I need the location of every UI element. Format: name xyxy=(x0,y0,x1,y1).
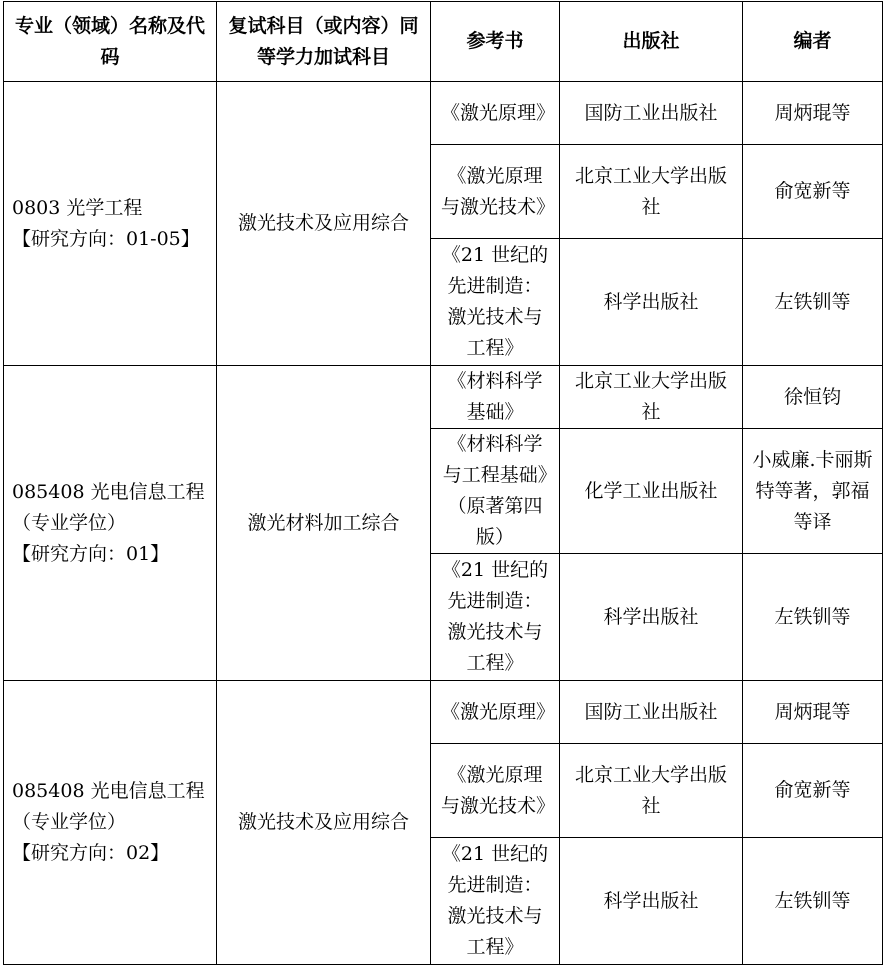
book-cell: 《材料科学与工程基础》（原著第四版） xyxy=(431,429,560,554)
book-cell: 《21 世纪的先进制造：激光技术与工程》 xyxy=(431,554,560,681)
research-direction: 【研究方向：01-05】 xyxy=(12,227,200,250)
header-major: 专业（领域）名称及代码 xyxy=(4,2,217,82)
author-cell: 俞宽新等 xyxy=(743,145,883,239)
book-cell: 《激光原理与激光技术》 xyxy=(431,744,560,838)
author-cell: 左铁钏等 xyxy=(743,554,883,681)
author-cell: 周炳琨等 xyxy=(743,82,883,145)
author-cell: 俞宽新等 xyxy=(743,744,883,838)
header-author: 编者 xyxy=(743,2,883,82)
table-row xyxy=(4,681,883,744)
book-cell: 《激光原理》 xyxy=(431,82,560,145)
major-cell xyxy=(4,82,217,366)
publisher-cell: 国防工业出版社 xyxy=(560,681,743,744)
publisher-cell: 科学出版社 xyxy=(560,838,743,965)
book-cell: 《21 世纪的先进制造：激光技术与工程》 xyxy=(431,239,560,366)
author-cell: 周炳琨等 xyxy=(743,681,883,744)
header-subject: 复试科目（或内容）同等学力加试科目 xyxy=(217,2,431,82)
author-cell: 小威廉.卡丽斯特等著，郭福等译 xyxy=(743,429,883,554)
reference-book-table xyxy=(3,1,883,965)
publisher-cell: 北京工业大学出版社 xyxy=(560,744,743,838)
publisher-cell: 科学出版社 xyxy=(560,239,743,366)
book-cell: 《激光原理与激光技术》 xyxy=(431,145,560,239)
major-cell xyxy=(4,366,217,681)
author-cell: 左铁钏等 xyxy=(743,239,883,366)
subject-cell: 激光技术及应用综合 xyxy=(217,82,431,366)
header-book: 参考书 xyxy=(431,2,560,82)
major-cell xyxy=(4,681,217,965)
major-name: 085408 光电信息工程（专业学位） xyxy=(12,780,205,833)
subject-cell: 激光材料加工综合 xyxy=(217,366,431,681)
publisher-cell: 科学出版社 xyxy=(560,554,743,681)
publisher-cell: 国防工业出版社 xyxy=(560,82,743,145)
major-name: 0803 光学工程 xyxy=(12,196,143,219)
book-cell: 《21 世纪的先进制造：激光技术与工程》 xyxy=(431,838,560,965)
book-cell: 《材料科学基础》 xyxy=(431,366,560,429)
header-row xyxy=(4,2,883,82)
book-cell: 《激光原理》 xyxy=(431,681,560,744)
table-row xyxy=(4,82,883,145)
research-direction: 【研究方向：01】 xyxy=(12,542,170,565)
header-publisher: 出版社 xyxy=(560,2,743,82)
research-direction: 【研究方向：02】 xyxy=(12,842,170,864)
major-name: 085408 光电信息工程（专业学位） xyxy=(12,480,205,534)
author-cell: 左铁钏等 xyxy=(743,838,883,965)
publisher-cell: 北京工业大学出版社 xyxy=(560,145,743,239)
subject-cell: 激光技术及应用综合 xyxy=(217,681,431,965)
publisher-cell: 北京工业大学出版社 xyxy=(560,366,743,429)
publisher-cell: 化学工业出版社 xyxy=(560,429,743,554)
table-row xyxy=(4,366,883,429)
author-cell: 徐恒钧 xyxy=(743,366,883,429)
